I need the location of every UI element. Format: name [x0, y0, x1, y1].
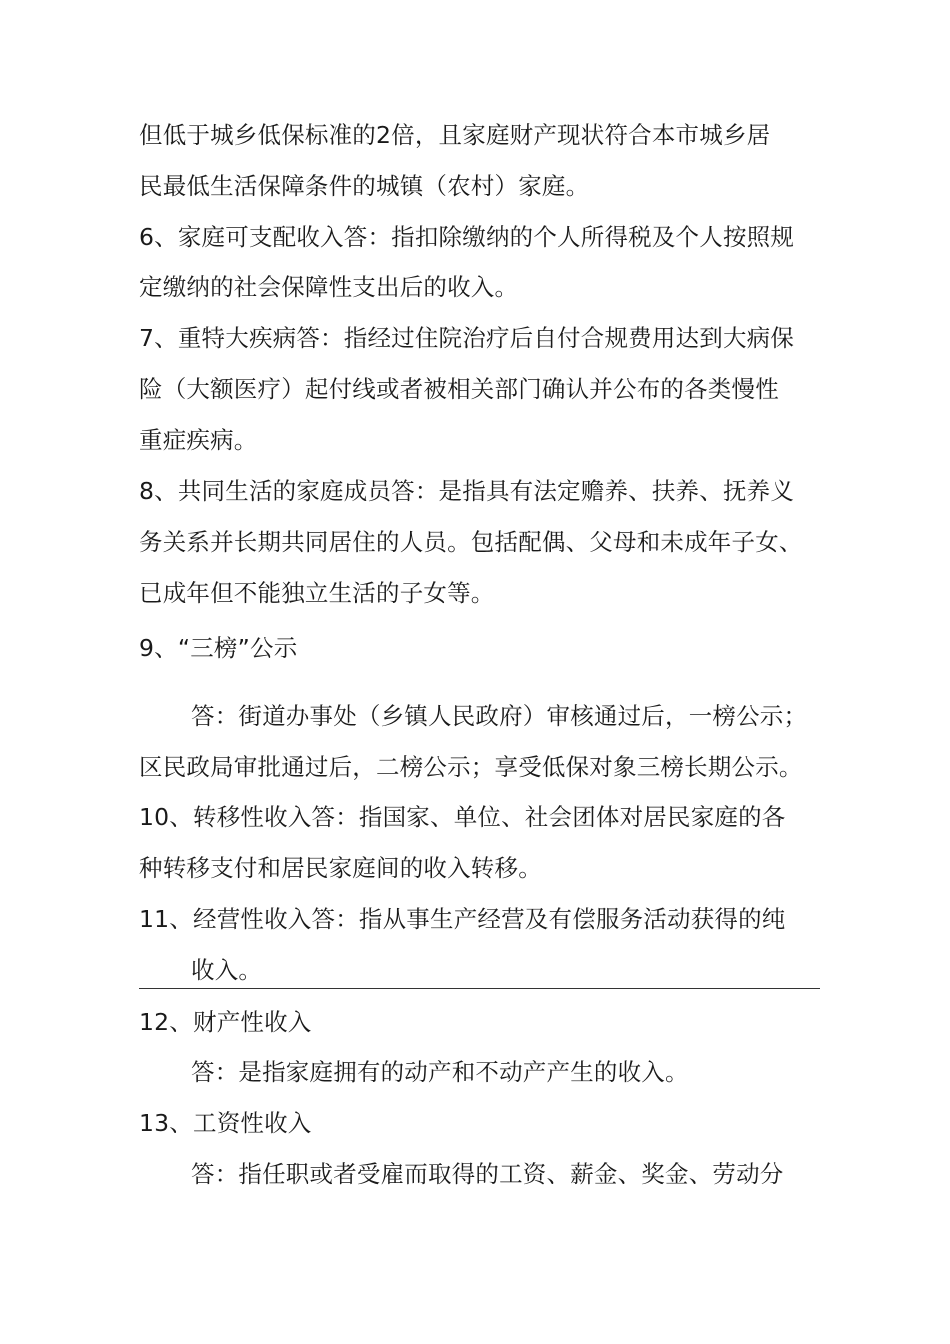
section-heading: 12、财产性收入 [139, 1008, 312, 1036]
answer-line: 答：街道办事处（乡镇人民政府）审核通过后，一榜公示； [191, 702, 808, 730]
text-line: 已成年但不能独立生活的子女等。 [139, 579, 495, 607]
text-line: 重症疾病。 [139, 426, 258, 454]
text-line: 11、经营性收入答：指从事生产经营及有偿服务活动获得的纯 [139, 905, 786, 933]
text-line: 10、转移性收入答：指国家、单位、社会团体对居民家庭的各 [139, 803, 786, 831]
text-line: 民最低生活保障条件的城镇（农村）家庭。 [139, 172, 590, 200]
text-line: 收入。 [191, 956, 263, 984]
section-heading: 13、工资性收入 [139, 1109, 312, 1137]
text-line: 区民政局审批通过后，二榜公示；享受低保对象三榜长期公示。 [139, 753, 803, 781]
answer-line: 答：是指家庭拥有的动产和不动产产生的收入。 [191, 1058, 689, 1086]
section-heading: 9、“三榜”公示 [139, 634, 298, 662]
text-line: 定缴纳的社会保障性支出后的收入。 [139, 273, 519, 301]
text-line: 种转移支付和居民家庭间的收入转移。 [139, 854, 542, 882]
divider [139, 988, 820, 989]
answer-line: 答：指任职或者受雇而取得的工资、薪金、奖金、劳动分 [191, 1160, 784, 1188]
text-line: 8、共同生活的家庭成员答：是指具有法定赡养、扶养、抚养义 [139, 477, 795, 505]
text-line: 务关系并长期共同居住的人员。包括配偶、父母和未成年子女、 [139, 528, 803, 556]
text-line: 险（大额医疗）起付线或者被相关部门确认并公布的各类慢性 [139, 375, 779, 403]
text-line: 6、家庭可支配收入答：指扣除缴纳的个人所得税及个人按照规 [139, 223, 795, 251]
text-line: 7、重特大疾病答：指经过住院治疗后自付合规费用达到大病保 [139, 324, 795, 352]
text-line: 但低于城乡低保标准的2倍，且家庭财产现状符合本市城乡居 [139, 121, 771, 149]
